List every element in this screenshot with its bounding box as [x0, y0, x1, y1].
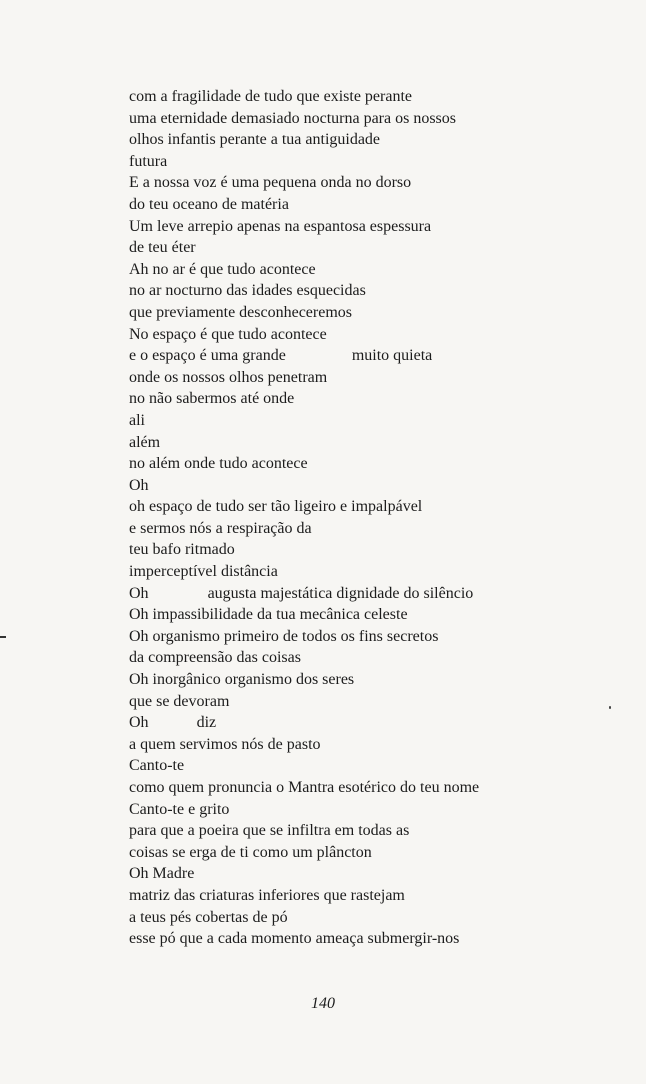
poem-line: a teus pés cobertas de pó	[129, 908, 288, 926]
poem-line	[129, 345, 609, 367]
poem-line: matriz das criaturas inferiores que rastejam	[129, 886, 405, 904]
poem-line: Oh organismo primeiro de todos os fins secretos	[129, 627, 439, 645]
poem-line: no ar nocturno das idades esquecidas	[129, 282, 366, 300]
poem-line: oh espaço de tudo ser tão ligeiro e impalpável	[129, 498, 423, 516]
margin-mark	[0, 636, 6, 638]
poem-line: além	[129, 433, 161, 451]
poem-line: olhos infantis perante a tua antiguidade	[129, 131, 381, 149]
poem-text	[129, 86, 609, 950]
poem-line: que previamente desconheceremos	[129, 303, 353, 321]
poem-line: como quem pronuncia o Mantra esotérico do teu nome	[129, 779, 480, 796]
poem-line: esse pó que a cada momento ameaça submergir-nos	[129, 930, 460, 948]
poem-line: e sermos nós a respiração da	[129, 519, 312, 537]
poem-line: que se devoram	[129, 692, 230, 710]
poem-line: da compreensão das coisas	[129, 649, 301, 667]
poem-line: Oh	[129, 476, 149, 494]
poem-line	[129, 583, 609, 605]
poem-line: Canto-te e grito	[129, 800, 230, 818]
poem-line: coisas se erga de ti como um plâncton	[129, 843, 372, 861]
poem-line: teu bafo ritmado	[129, 541, 235, 559]
poem-line: ali	[129, 411, 145, 429]
poem-line-continuation: augusta majestática dignidade do silêncio	[207, 584, 474, 602]
poem-line: E a nossa voz é uma pequena onda no dorso	[129, 174, 412, 192]
poem-line: Um leve arrepio apenas na espantosa espessura	[129, 217, 432, 235]
poem-line-continuation: diz	[196, 714, 217, 732]
poem-line: imperceptível distância	[129, 563, 278, 581]
poem-line: Oh inorgânico organismo dos seres	[129, 671, 355, 689]
poem-line: Ah no ar é que tudo acontece	[129, 260, 316, 278]
ink-speck	[609, 706, 611, 709]
poem-line-continuation: muito quieta	[351, 347, 433, 365]
poem-line	[129, 712, 609, 734]
poem-line: No espaço é que tudo acontece	[129, 325, 327, 343]
poem-line: Canto-te	[129, 757, 185, 775]
poem-line: onde os nossos olhos penetram	[129, 368, 328, 386]
poem-line-start: Oh	[129, 714, 149, 732]
poem-line: do teu oceano de matéria	[129, 195, 289, 213]
poem-line: no não sabermos até onde	[129, 390, 295, 408]
page-number: 140	[311, 995, 335, 1012]
poem-line: futura	[129, 152, 168, 170]
poem-line: para que a poeira que se infiltra em todas as	[129, 822, 410, 840]
poem-line: no além onde tudo acontece	[129, 455, 308, 473]
poem-line: a quem servimos nós de pasto	[129, 735, 321, 753]
poem-line: Oh Madre	[129, 865, 195, 883]
poem-line: Oh impassibilidade da tua mecânica celeste	[129, 606, 408, 624]
poem-line-start: Oh	[129, 584, 149, 602]
poem-line: com a fragilidade de tudo que existe perante	[129, 88, 412, 105]
poem-line: de teu éter	[129, 239, 196, 257]
poem-line: uma eternidade demasiado nocturna para os nossos	[129, 109, 457, 127]
poem-line-start: e o espaço é uma grande	[129, 347, 286, 365]
